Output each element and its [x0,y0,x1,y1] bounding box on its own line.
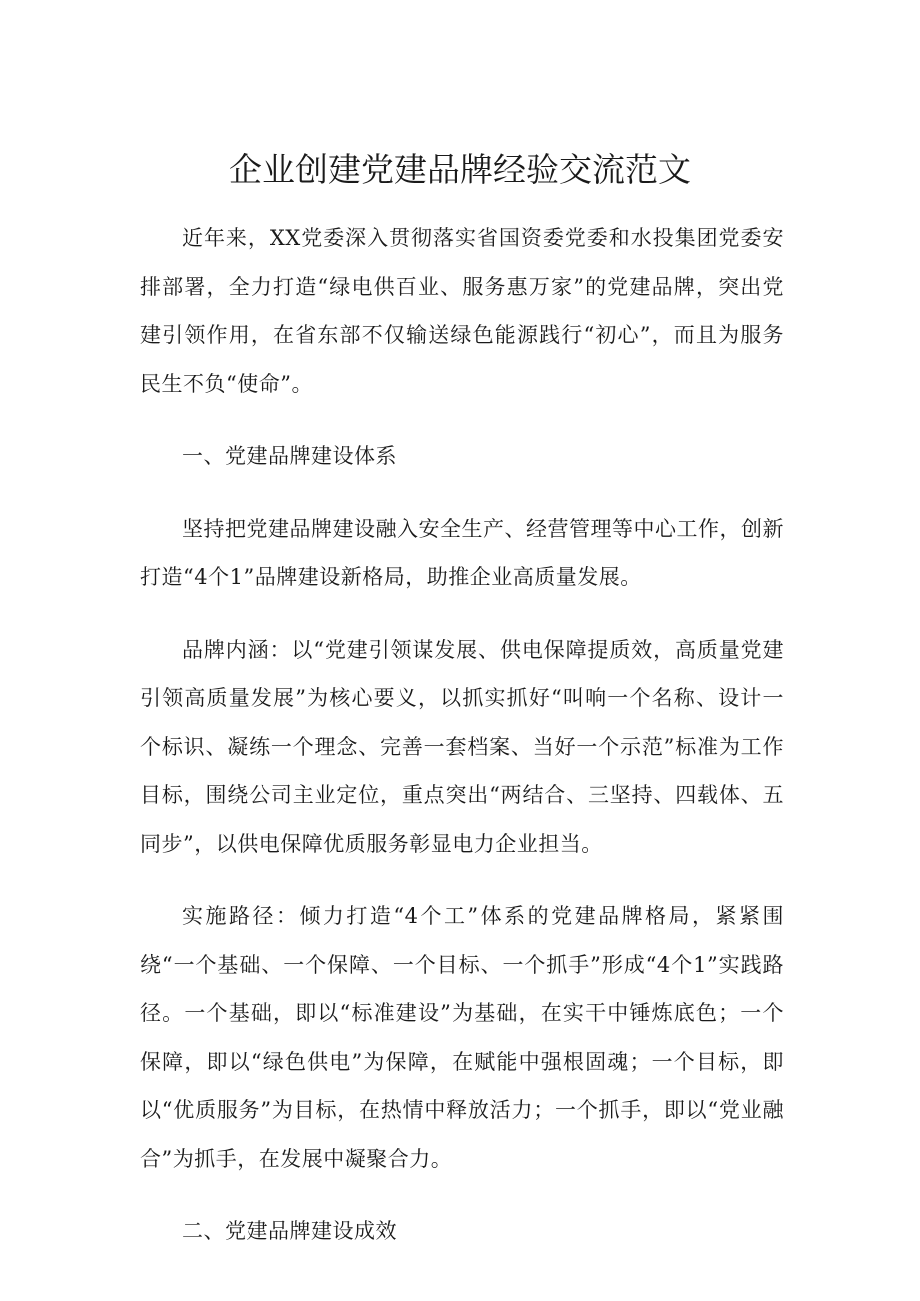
section-heading-2: 二、党建品牌建设成效 [182,1219,397,1243]
document-body [140,214,784,1280]
section-1-paragraph-1: 坚持把党建品牌建设融入安全生产、经营管理等中心工作，创新打造“4个1”品牌建设新格局，助推企业高质量发展。 [140,516,784,589]
document-title: 企业创建党建品牌经验交流范文 [229,150,691,189]
section-heading-1: 一、党建品牌建设体系 [182,444,397,468]
brand-connotation-paragraph: 品牌内涵：以“党建引领谋发展、供电保障提质效，高质量党建引领高质量发展”为核心要义，以抓实抓好“叫响一个名称、设计一个标识、凝练一个理念、完善一套档案、当好一个示范”标准为工作目标，围绕公司主业定位，重点突出“两结合、三坚持、四载体、五同步”，以供电保障优质服务彰显电力企业担当。 [140,637,784,856]
implementation-path-paragraph: 实施路径：倾力打造“4个工”体系的党建品牌格局，紧紧围绕“一个基础、一个保障、一个目标、一个抓手”形成“4个1”实践路径。一个基础，即以“标准建设”为基础，在实干中锤炼底色；一个保障，即以“绿色供电”为保障，在赋能中强根固魂；一个目标，即以“优质服务”为目标，在热情中释放活力；一个抓手，即以“党业融合”为抓手，在发展中凝聚合力。 [140,904,784,1171]
intro-paragraph: 近年来，XX党委深入贯彻落实省国资委党委和水投集团党委安排部署，全力打造“绿电供百业、服务惠万家”的党建品牌，突出党建引领作用，在省东部不仅输送绿色能源践行“初心”，而且为服务民生不负“使命”。 [140,226,784,396]
